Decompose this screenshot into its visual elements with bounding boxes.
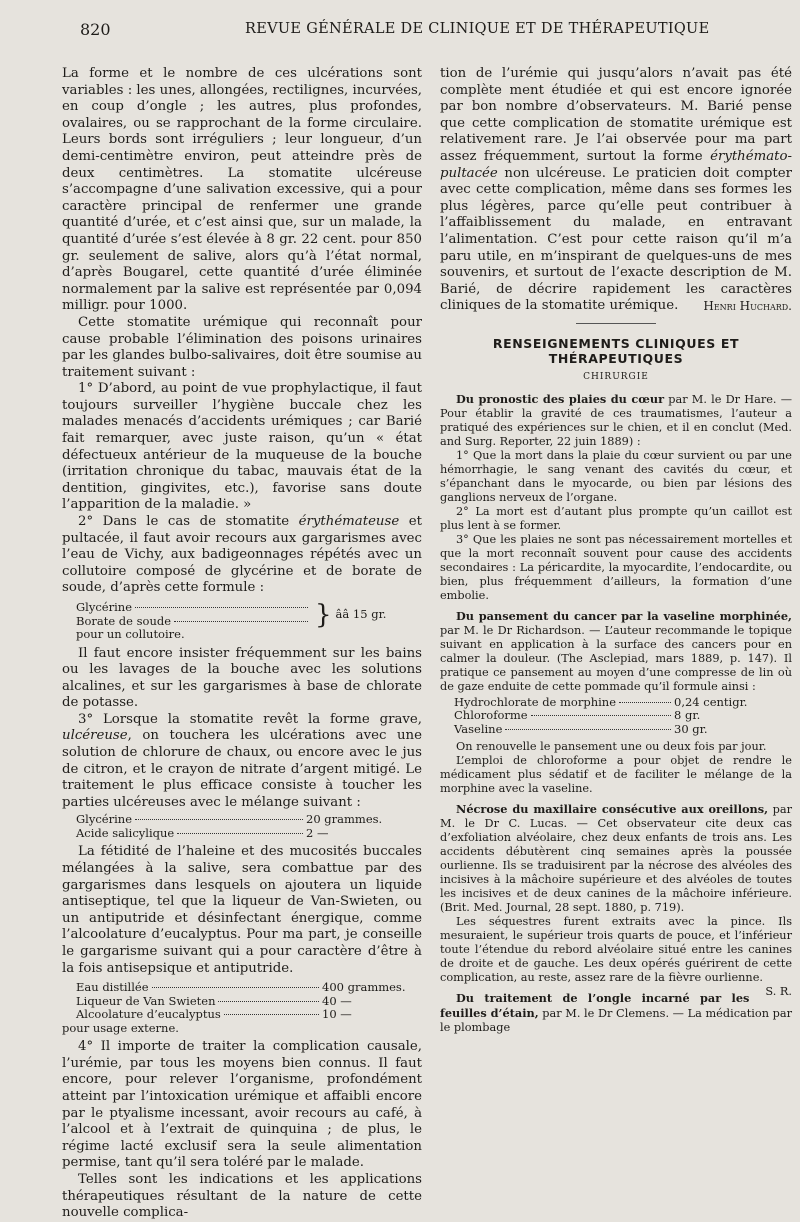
paragraph: On renouvelle le pansement une ou deux fois par jour.	[456, 740, 767, 754]
right-column	[440, 66, 792, 1035]
paragraph: 1° Que la mort dans la plaie du cœur survient ou par une hémorrhagie, le sang venant des cavités du cœur, et s’épanchant dans le myocarde, ou bien par lésions des ganglions nerveux de l’organe.	[440, 448, 792, 504]
paragraph: La forme et le nombre de ces ulcérations sont variables : les unes, allongées, rectilignes, incurvées, en coup d’ongle ; les autres, plus profondes, ovalaires, ou se rapprochant de la forme circulaire. Leurs bords sont irréguliers ; leur longueur, d’un demi-centimètre environ, peut atteindre près de deux centimètres. La stomatite ulcéreuse s’accompagne d’une salivation excessive, qui a pour caractère principal de renfermer une grande quantité d’urée, et c’est ainsi que, sur un malade, la quantité d’urée s’est élevée à 8 gr. 22 cent. pour 850 gr. seulement de salive, alors qu’à l’état normal, d’après Bougarel, cette quantité d’urée éliminée normalement par la salive est représentée par 0,094 milligr. pour 1000.	[62, 66, 422, 314]
section-title: RENSEIGNEMENTS CLINIQUES ET THÉRAPEUTIQUES	[492, 335, 740, 366]
formula-vaseline: Hydrochlorate de morphine 0,24 centigr. Chloroforme 8 gr. Vaseline 30 gr.	[454, 694, 748, 736]
paragraph: 4° Il importe de traiter la complication causale, l’urémie, par tous les moyens bien connus. Il faut encore, pour relever l’organisme, profondément atteint par l’intoxication urémique et affaibli encore par le ptyalisme incessant, avoir recours au café, à l’alcool et à l’extrait de quinquina ; de plus, le régime lacté exclusif sera la seule alimentation permise, tant qu’il sera toléré par le malade.	[62, 1039, 422, 1171]
paragraph: Telles sont les indications et les applications thérapeutiques résultant de la nature de cette nouvelle complica-	[62, 1171, 422, 1221]
article: Du pansement du cancer par la vaseline morphinée, par M. le Dr Richardson. — L’auteur recommande le topique suivant en application à la surface des cancers pour en calmer la douleur. (The Asclepiad, mars 1889, p. 147). Il pratique ce pansement au moyen d’une compresse de lin où de gaze enduite de cette pommade qu’il formule ainsi :	[440, 608, 792, 693]
paragraph: 2° La mort est d’autant plus prompte qu’un caillot est plus lent à se former.	[440, 504, 792, 532]
paragraph: 3° Que les plaies ne sont pas nécessairement mortelles et que la mort reconnaît souvent pour cause des accidents secondaires : La péricardite, la myocardite, l’endocardite, ou bien, plus fréquemment d’ailleurs, la formation d’une embolie.	[440, 532, 792, 602]
running-title: REVUE GÉNÉRALE DE CLINIQUE ET DE THÉRAPEUTIQUE	[245, 21, 710, 37]
paragraph: Il faut encore insister fréquemment sur les bains ou les lavages de la bouche avec les solutions alcalines, et sur les gargarismes à base de chlorate de potasse.	[62, 645, 422, 711]
signature: Henri Huchard.	[703, 299, 792, 314]
paragraph: Les séquestres furent extraits avec la pince. Ils mesuraient, le supérieur trois quarts de pouce, et l’inférieur toute l’étendue du rebord alvéolaire situé entre les canines de droite et de gauche. Les deux opérés guérirent de cette complication, au reste, assez rare de la fièvre ourlienne. S. R.	[440, 915, 792, 999]
signature: S. R.	[765, 985, 792, 999]
section-subtitle: CHIRURGIE	[583, 371, 649, 382]
formula-gargarisme: Eau distillée 400 grammes. Liqueur de Van Swieten 40 — Alcoolature d’eucalyptus 10 — pour usage externe.	[62, 980, 406, 1035]
article: Du pronostic des plaies du cœur par M. le Dr Hare. — Pour établir la gravité de ces traumatismes, l’auteur a pratiqué des expériences sur le chien, et il en conclut (Med. and Surg. Reporter, 22 juin 1889) :	[440, 391, 793, 448]
paragraph: L’emploi de chloroforme a pour objet de rendre le médicament plus sédatif et de faciliter le mélange de la morphine avec la vaseline.	[440, 754, 792, 796]
paragraph: 1° D’abord, au point de vue prophylactique, il faut toujours surveiller l’hygiène buccale chez les malades menacés d’accidents urémiques ; car Barié fait remarquer, avec juste raison, qu’un « état défectueux antérieur de la muqueuse de la bouche (irritation chronique du tabac, mauvais état de la dentition, gingivites, etc.), favorise sans doute l’apparition de la maladie. »	[62, 381, 422, 513]
paragraph: tion de l’urémie qui jusqu’alors n’avait pas été complète ment étudiée et qui est encore ignorée par bon nombre d’observateurs. M. Barié pense que cette complication de stomatite urémique est relativement rare. Je l’ai observée pour ma part assez fréquemment, surtout la forme érythémato-pultacée non ulcéreuse. Le praticien doit compter avec cette complication, même dans ses formes les plus légères, parce qu’elle peut contribuer à l’affaiblissement du malade, en entravant l’alimentation. C’est pour cette raison qu’il m’a paru utile, en m’inspirant de quelques-uns de mes souvenirs, et surtout de l’exacte description de M. Barié, de décrire rapidement les caractères cliniques de la stomatite urémique. Henri Huchard.	[440, 66, 792, 314]
paragraph: 2° Dans le cas de stomatite érythémateuse et pultacée, il faut avoir recours aux gargarismes avec l’eau de Vichy, aux badigeonnages répétés avec un collutoire composé de glycérine et de borate de soude, d’après cette formule :	[62, 514, 422, 596]
paragraph: La fétidité de l’haleine et des mucosités buccales mélangées à la salive, sera combattue par des gargarismes dans lesquels on ajoutera un liquide antiseptique, tel que la liqueur de Van-Swieten, ou un antiputride et désinfectant énergique, comme l’alcoolature d’eucalyptus. Pour ma part, je conseille le gargarisme suivant qui a pour caractère d’être à la fois antisepsique et antiputride.	[62, 844, 422, 976]
article: Du traitement de l’ongle incarné par les feuilles d’étain, par M. le Dr Clemens. — La médication par le plombage	[440, 991, 792, 1035]
paragraph: Cette stomatite urémique qui reconnaît pour cause probable l’élimination des poisons urinaires par les glandes bulbo-salivaires, doit être soumise au traitement suivant :	[62, 314, 422, 380]
formula-collutoire: Glycérine Borate de soude } ââ 15 gr. pour un collutoire.	[76, 599, 387, 641]
paragraph: 3° Lorsque la stomatite revêt la forme grave, ulcéreuse, on touchera les ulcérations avec une solution de chlorure de chaux, ou encore avec le jus de citron, et le crayon de nitrate d’argent mitigé. Le traitement le plus efficace consiste à toucher les parties ulcéreuses avec le mélange suivant :	[62, 711, 422, 810]
divider	[576, 323, 656, 326]
page-number: 820	[80, 20, 111, 39]
left-column	[62, 66, 422, 1222]
formula-melange: Glycérine 20 grammes. Acide salicylique 2 —	[76, 812, 383, 840]
article: Nécrose du maxillaire consécutive aux oreillons, par M. le Dr C. Lucas. — Cet observateur cite deux cas d’exfoliation alvéolaire, chez deux enfants de trois ans. Les accidents débutèrent cinq semaines après la poussée ourlienne. Ils se traduisirent par la nécrose des alvéoles des incisives à la mâchoire supérieure et des alvéoles de toutes les incisives et de deux canines de la mâchoire inférieure. (Brit. Med. Journal, 28 sept. 1880, p. 719).	[440, 802, 792, 915]
page-header	[0, 14, 800, 40]
